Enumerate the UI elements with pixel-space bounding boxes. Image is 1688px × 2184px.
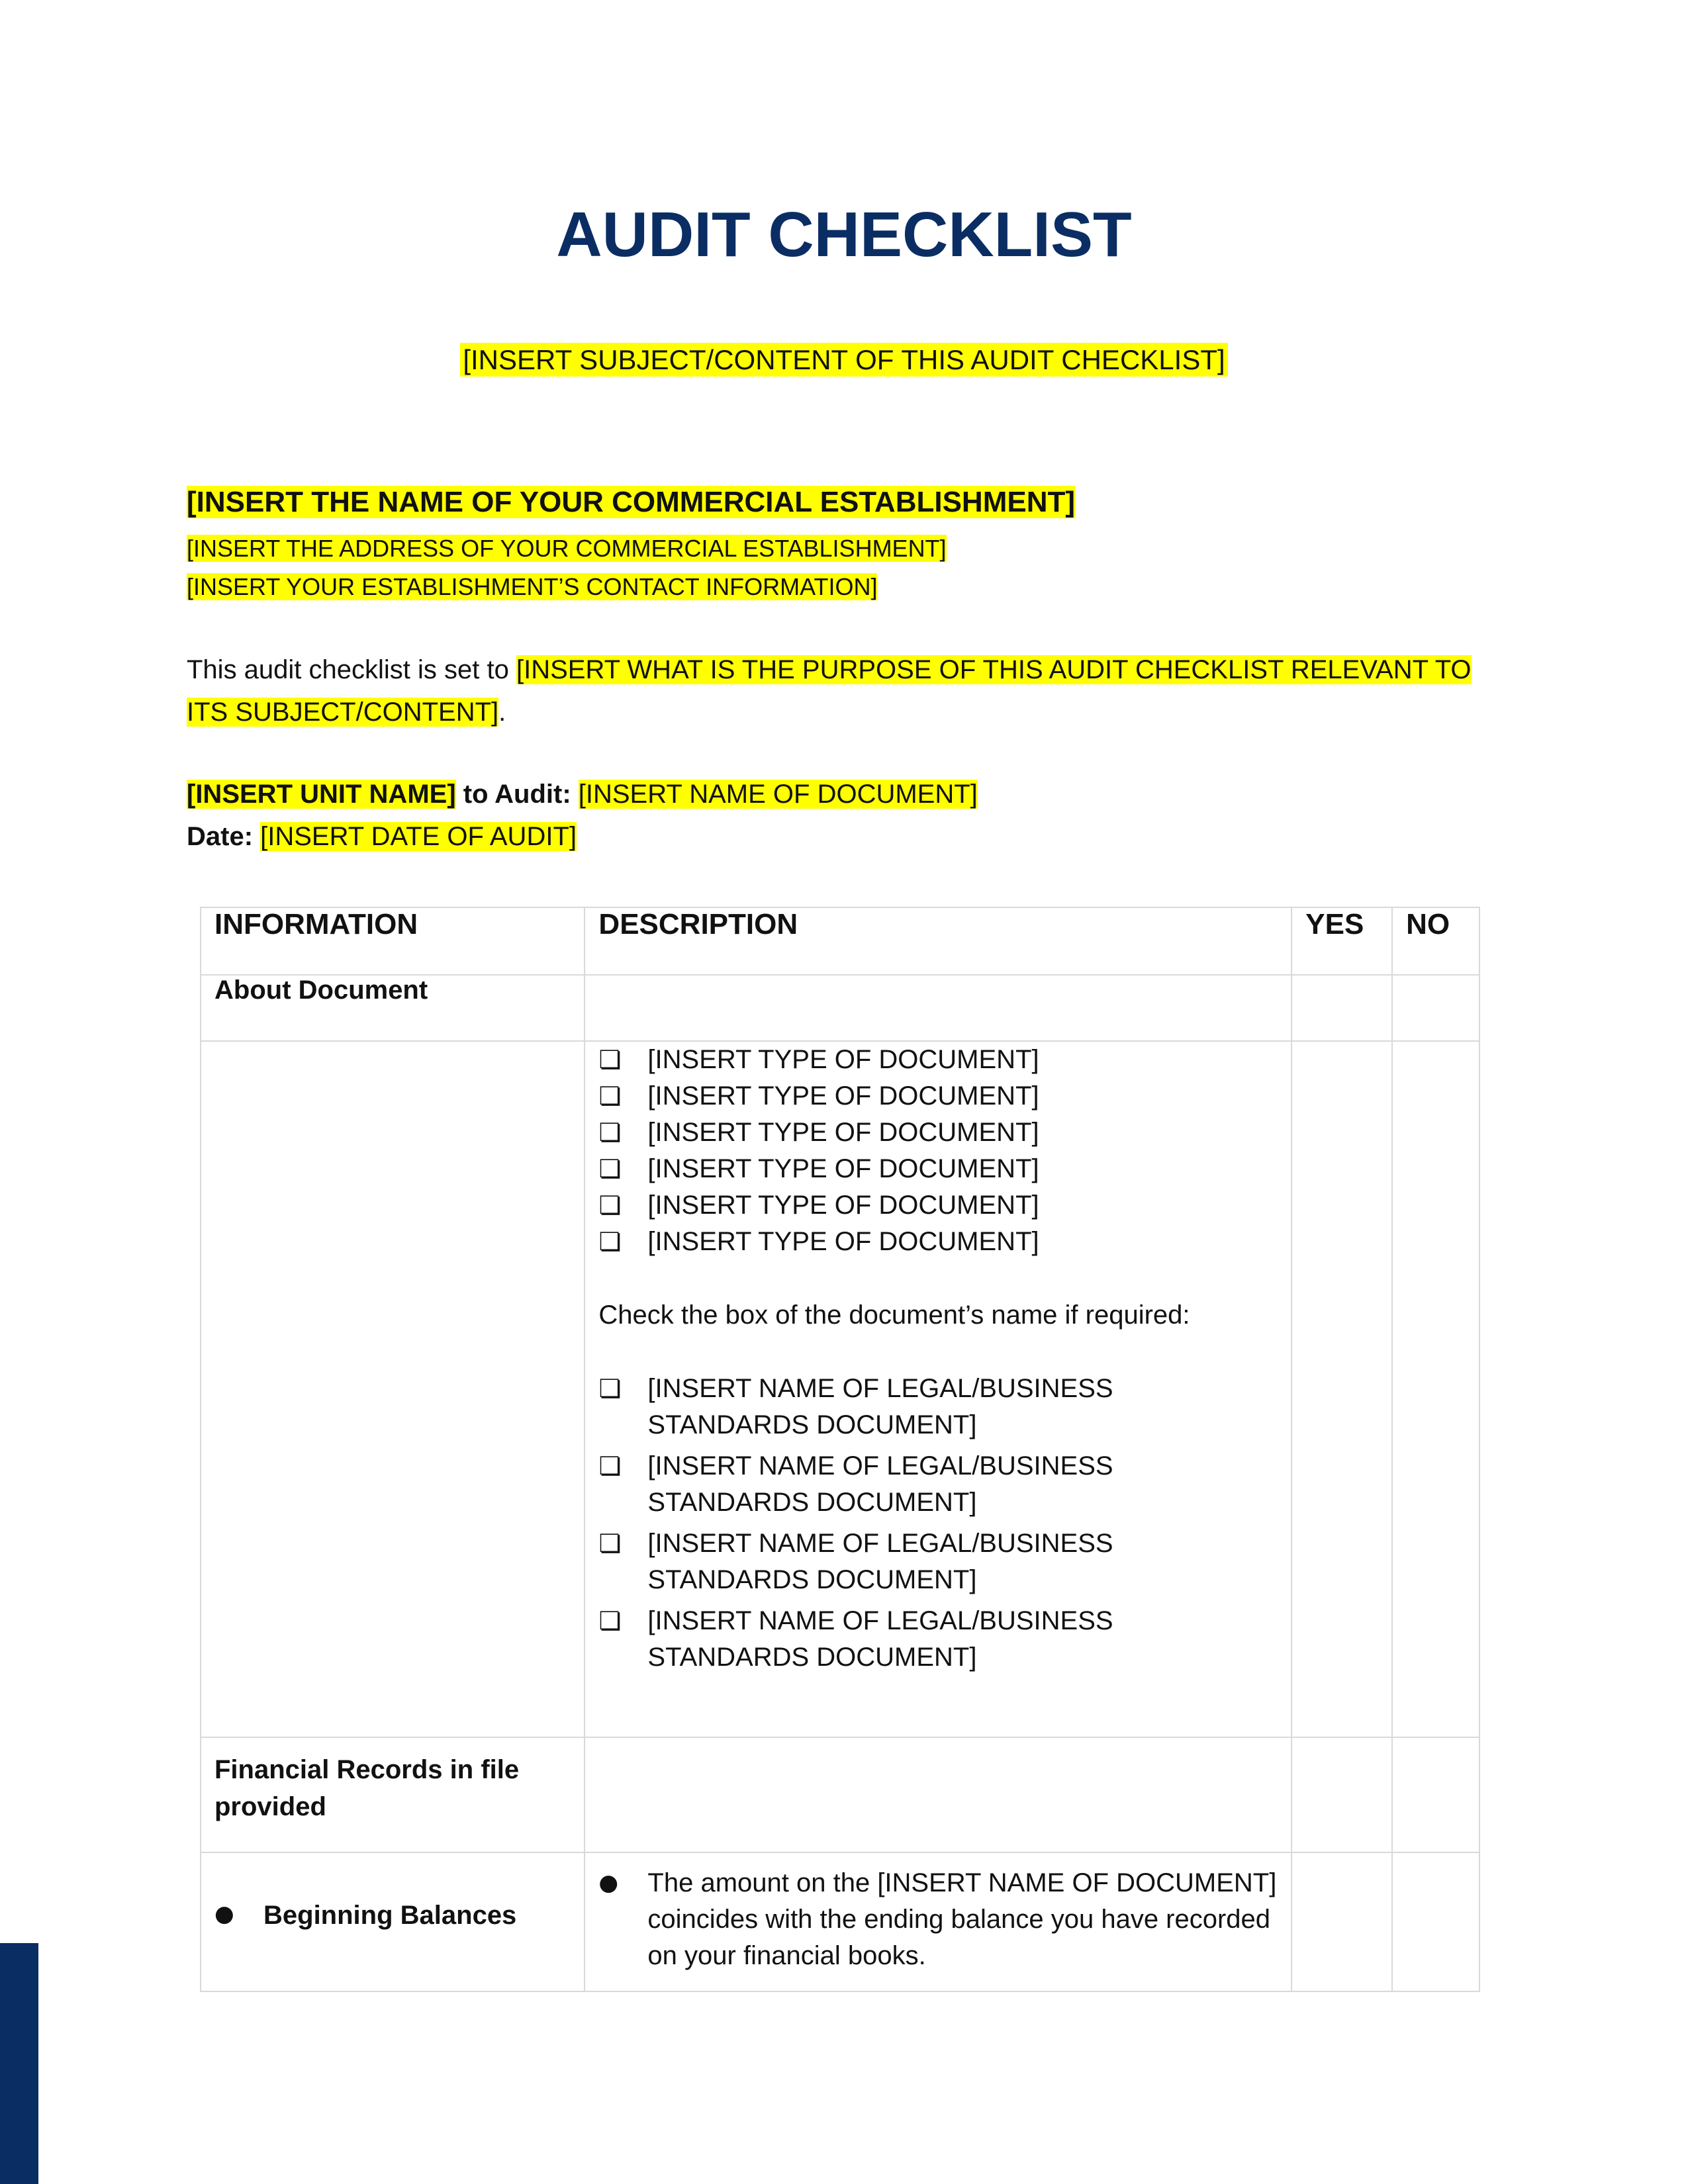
- list-item[interactable]: [598, 1224, 1278, 1260]
- checkbox-icon[interactable]: ❏: [598, 1606, 622, 1635]
- list-item[interactable]: [598, 1525, 1278, 1598]
- yes-cell[interactable]: [1291, 975, 1392, 1041]
- checkbox-icon[interactable]: ❏: [598, 1081, 622, 1111]
- description-cell: [585, 1852, 1291, 1991]
- table-row: [201, 975, 1479, 1041]
- document-type-placeholder: [INSERT TYPE OF DOCUMENT]: [647, 1118, 1039, 1147]
- decorative-side-bar: [0, 1943, 38, 2184]
- purpose-suffix: .: [498, 698, 506, 727]
- checkbox-icon[interactable]: ❏: [598, 1118, 622, 1147]
- date-label: Date:: [187, 822, 261, 851]
- subtitle-line: [0, 344, 1688, 376]
- list-item[interactable]: [598, 1371, 1278, 1443]
- subtitle-placeholder[interactable]: [INSERT SUBJECT/CONTENT OF THIS AUDIT CHECKLIST]: [460, 343, 1227, 377]
- information-cell: [201, 1041, 585, 1737]
- bullet-icon: ●: [214, 1901, 234, 1927]
- checkbox-icon[interactable]: ❏: [598, 1227, 622, 1256]
- checkbox-icon[interactable]: ❏: [598, 1529, 622, 1558]
- document-type-placeholder: [INSERT TYPE OF DOCUMENT]: [647, 1081, 1039, 1111]
- date-placeholder[interactable]: [INSERT DATE OF AUDIT]: [260, 822, 577, 851]
- table-row: [201, 1737, 1479, 1852]
- description-cell: [585, 1737, 1291, 1852]
- table-row: [201, 1041, 1479, 1737]
- description-cell: [585, 1041, 1291, 1737]
- checkbox-icon[interactable]: ❏: [598, 1045, 622, 1074]
- beginning-balances-item: [214, 1853, 571, 1931]
- establishment-name-line: [187, 486, 1497, 519]
- no-cell[interactable]: [1392, 1041, 1479, 1737]
- purpose-prefix: This audit checklist is set to: [187, 655, 516, 684]
- bullet-icon: ●: [598, 1870, 619, 1896]
- establishment-address-line: [187, 535, 1497, 563]
- information-cell: [201, 1852, 585, 1991]
- document-type-placeholder: [INSERT TYPE OF DOCUMENT]: [647, 1045, 1039, 1074]
- audit-checklist-table: [200, 907, 1480, 1992]
- list-item[interactable]: [598, 1187, 1278, 1224]
- yes-cell[interactable]: [1291, 1737, 1392, 1852]
- establishment-contact-placeholder[interactable]: [INSERT YOUR ESTABLISHMENT’S CONTACT INFORMATION]: [187, 573, 878, 600]
- beginning-balances-description-item: [598, 1853, 1278, 1974]
- list-item[interactable]: [598, 1042, 1278, 1078]
- list-item[interactable]: [598, 1078, 1278, 1115]
- legal-document-placeholder: [INSERT NAME OF LEGAL/BUSINESS STANDARDS DOCUMENT]: [647, 1529, 1113, 1594]
- beginning-balances-label: Beginning Balances: [263, 1901, 517, 1930]
- yes-cell[interactable]: [1291, 1852, 1392, 1991]
- document-type-placeholder: [INSERT TYPE OF DOCUMENT]: [647, 1154, 1039, 1183]
- legal-document-list: [598, 1371, 1278, 1676]
- header-no: NO: [1392, 907, 1479, 975]
- checkbox-icon[interactable]: ❏: [598, 1374, 622, 1403]
- yes-cell[interactable]: [1291, 1041, 1392, 1737]
- establishment-name-placeholder[interactable]: [INSERT THE NAME OF YOUR COMMERCIAL ESTABLISHMENT]: [187, 486, 1075, 518]
- document-type-list: [598, 1042, 1278, 1260]
- unit-to-audit-line: [187, 780, 1497, 809]
- no-cell[interactable]: [1392, 1737, 1479, 1852]
- establishment-contact-line: [187, 573, 1497, 601]
- establishment-address-placeholder[interactable]: [INSERT THE ADDRESS OF YOUR COMMERCIAL ESTABLISHMENT]: [187, 535, 947, 562]
- header-description: DESCRIPTION: [585, 907, 1291, 975]
- to-audit-label: to Audit:: [455, 780, 579, 809]
- checkbox-icon[interactable]: ❏: [598, 1451, 622, 1480]
- audit-document-placeholder[interactable]: [INSERT NAME OF DOCUMENT]: [578, 780, 978, 809]
- document-type-placeholder: [INSERT TYPE OF DOCUMENT]: [647, 1227, 1039, 1256]
- list-item[interactable]: [598, 1448, 1278, 1521]
- financial-records-label: Financial Records in file provided: [201, 1737, 585, 1852]
- header-information: INFORMATION: [201, 907, 585, 975]
- table-header-row: [201, 907, 1479, 975]
- about-document-label: About Document: [201, 975, 585, 1041]
- check-box-note: Check the box of the document’s name if required:: [598, 1300, 1190, 1330]
- description-cell: [585, 975, 1291, 1041]
- list-item[interactable]: [598, 1115, 1278, 1151]
- no-cell[interactable]: [1392, 975, 1479, 1041]
- checkbox-icon[interactable]: ❏: [598, 1154, 622, 1183]
- table-row: [201, 1852, 1479, 1991]
- unit-name-placeholder[interactable]: [INSERT UNIT NAME]: [187, 780, 456, 809]
- purpose-paragraph: [187, 649, 1497, 733]
- beginning-balances-description: The amount on the [INSERT NAME OF DOCUMENT] coincides with the ending balance you have recorded on your financial books.: [647, 1868, 1277, 1970]
- legal-document-placeholder: [INSERT NAME OF LEGAL/BUSINESS STANDARDS DOCUMENT]: [647, 1451, 1113, 1517]
- legal-document-placeholder: [INSERT NAME OF LEGAL/BUSINESS STANDARDS DOCUMENT]: [647, 1606, 1113, 1672]
- list-item[interactable]: [598, 1603, 1278, 1676]
- document-type-placeholder: [INSERT TYPE OF DOCUMENT]: [647, 1191, 1039, 1220]
- checkbox-icon[interactable]: ❏: [598, 1191, 622, 1220]
- page-title: AUDIT CHECKLIST: [556, 199, 1132, 270]
- list-item[interactable]: [598, 1151, 1278, 1187]
- date-line: [187, 822, 1497, 852]
- no-cell[interactable]: [1392, 1852, 1479, 1991]
- legal-document-placeholder: [INSERT NAME OF LEGAL/BUSINESS STANDARDS DOCUMENT]: [647, 1374, 1113, 1439]
- header-yes: YES: [1291, 907, 1392, 975]
- purpose-placeholder[interactable]: [INSERT WHAT IS THE PURPOSE OF THIS AUDIT CHECKLIST RELEVANT TO ITS SUBJECT/CONTENT]: [187, 655, 1472, 727]
